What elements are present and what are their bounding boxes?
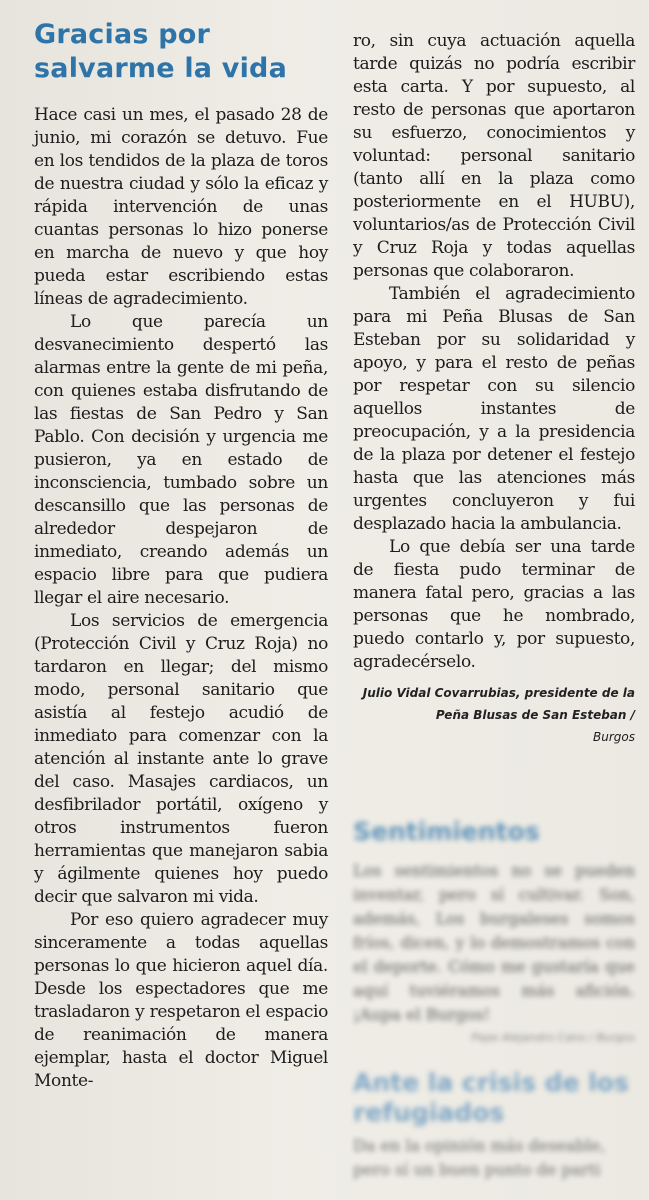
article-paragraph: Lo que debía ser una tarde de fiesta pudo terminar de manera fatal pero, gracias a las personas que he nombrado, puedo contarlo y, por supuesto, agradecérselo. [353,537,635,672]
article-right-column [353,30,635,748]
blurred-text: Da en la opinión más deseable, pero sí un buen punto de parti [353,1136,606,1179]
article-paragraph: ro, sin cuya actuación aquella tarde quizás no podría escribir esta carta. Y por supuesto, al resto de personas que aportaron su esfuerzo, conocimientos y voluntad: personal sanitario (tanto allí en la plaza como posteriormente en el HUBU), voluntarios/as de Protección Civil y Cruz Roja y todas aquellas personas que colaboraron. [353,31,635,281]
article-city: Burgos [593,730,635,744]
article-title: Gracias por salvarme la vida [34,19,288,84]
article-paragraph: También el agradecimiento para mi Peña Blusas de San Esteban por su solidaridad y apoyo, y para el resto de peñas por respetar con su silencio aquellos instantes de preocupación, y a la presidencia de la plaza por detener el festejo hasta que las atenciones más urgentes concluyeron y fui desplazado hacia la ambulancia. [353,284,635,534]
blurred-title: Sentimientos [353,817,540,846]
article-paragraph: Por eso quiero agradecer muy sinceramente a todas aquellas personas lo que hicieron aquel día. Desde los espectadores que me trasladaron y respetaron el espacio de reanimación de manera ejemplar, hasta el doctor Miguel Monte- [34,910,328,1091]
article-left-column [34,18,328,1093]
blurred-signature: Pepe Alejandro Cano / Burgos [471,1031,635,1044]
article-paragraph: Los servicios de emergencia (Protección Civil y Cruz Roja) no tardaron en llegar; del mismo modo, personal sanitario que asistía al festejo acudió de inmediato para comenzar con la atención al instante ante lo grave del caso. Masajes cardiacos, un desfibrilador portátil, oxígeno y otros instrumentos fueron herramientas que manejaron sabia y ágilmente quienes hoy puedo decir que salvaron mi vida. [34,611,328,907]
blurred-title: Ante la crisis de los refugiados [353,1068,629,1127]
article-paragraph: Lo que parecía un desvanecimiento despertó las alarmas entre la gente de mi peña, con quienes estaba disfrutando de las fiestas de San Pedro y San Pablo. Con decisión y urgencia me pusieron, ya en estado de inconsciencia, tumbado sobre un descansillo que las personas de alrededor despejaron de inmediato, creando además un espacio libre para que pudiera llegar el aire necesario. [34,312,328,608]
article-paragraph: Hace casi un mes, el pasado 28 de junio, mi corazón se detuvo. Fue en los tendidos de la plaza de toros de nuestra ciudad y sólo la eficaz y rápida intervención de unas cuantas personas lo hizo ponerse en marcha de nuevo y que hoy pueda estar escribiendo estas líneas de agradecimiento. [34,105,328,309]
article-signature: Julio Vidal Covarrubias, presidente de la Peña Blusas de San Esteban / [362,686,635,722]
blurred-text: Los sentimientos no se pueden inventar, pero sí cultivar. Son, además, Los burgaleses somos fríos, dicen, y lo demostramos con el deporte. Cómo me gustaría que aquí tuviéramos más afición. ¡Aupa el Burgos! [353,861,635,1024]
blurred-next-article [353,815,635,1182]
